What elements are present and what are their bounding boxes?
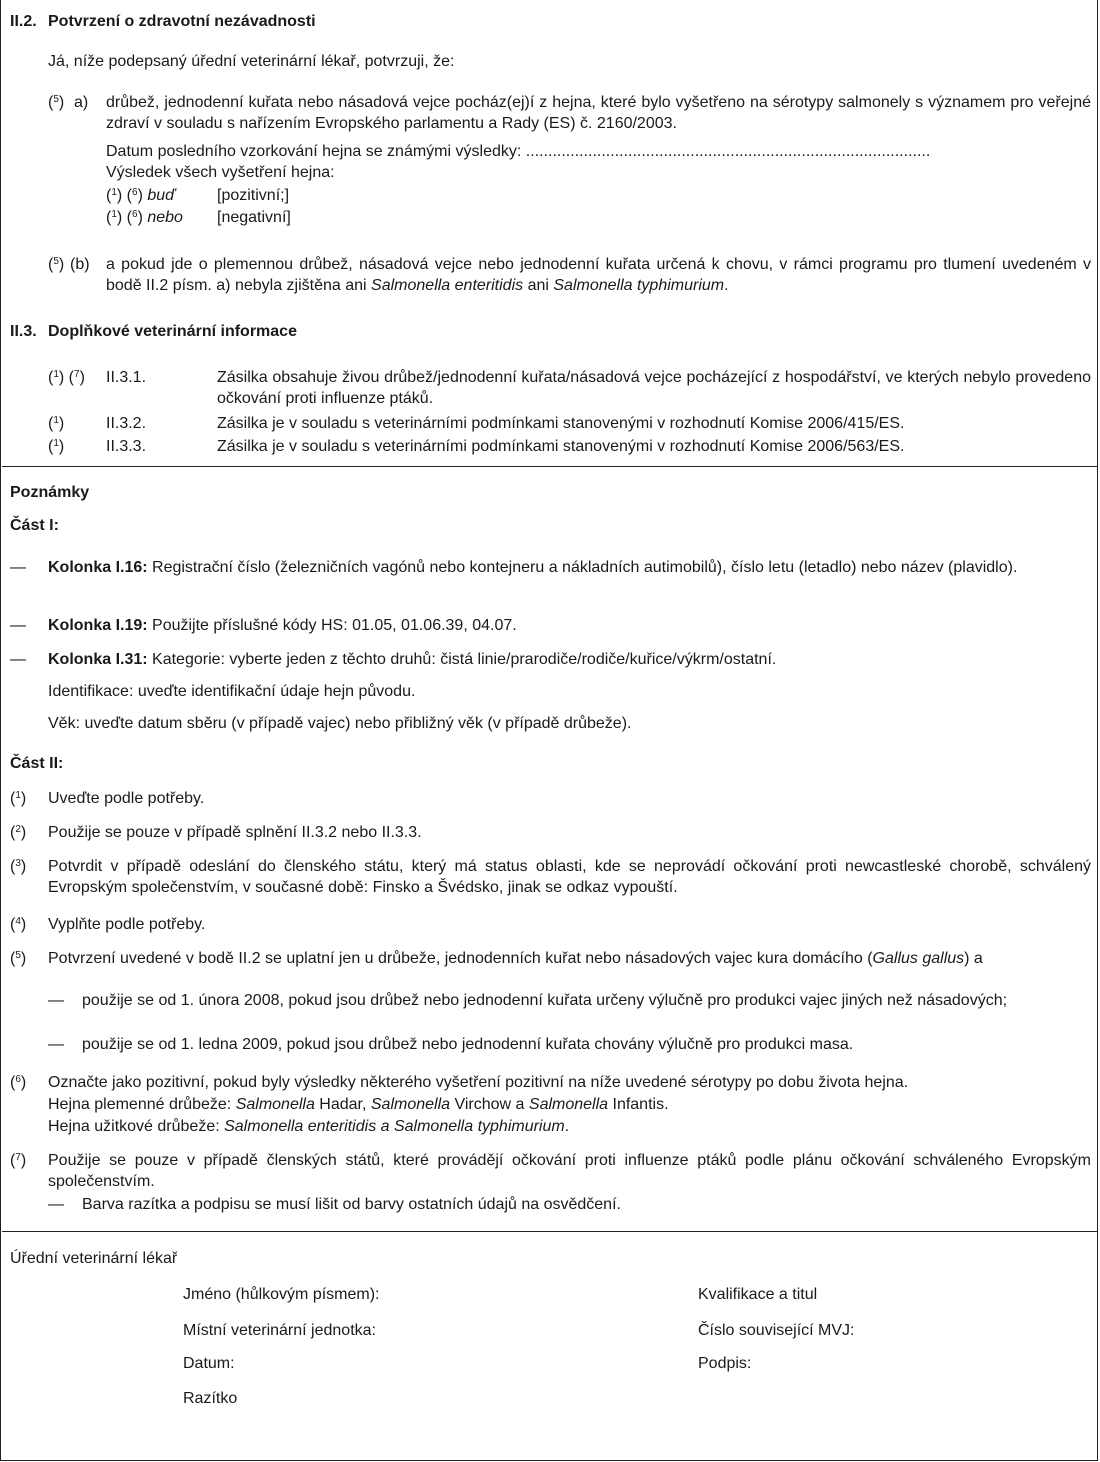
item-code: II.3.2.	[106, 415, 147, 432]
footnote-subitem: použije se od 1. ledna 2009, pokud jsou drůbež nebo jednodenní kuřata chovány výlučně pro produkci masa.	[82, 1036, 854, 1053]
part2-heading: Část II:	[10, 755, 64, 772]
dash: —	[48, 992, 64, 1009]
footnote-subitem: použije se od 1. února 2008, pokud jsou drůbež nebo jednodenní kuřata určeny výlučně pro produkci vajec jiných než násadových;	[82, 992, 1008, 1009]
footnote-ref: ($^1$)	[48, 438, 65, 455]
certificate-section	[2, 0, 1098, 466]
footnote-text: Označte jako pozitivní, pokud byly výsledky některého vyšetření pozitivní na níže uvedené sérotypy po dobu života hejna.	[48, 1074, 909, 1091]
sampling-date-line	[106, 141, 1096, 162]
dash: —	[10, 651, 26, 668]
footnote-ref: ($^1$)	[48, 415, 65, 432]
section-number-ii3: II.3.	[10, 323, 37, 340]
dash: —	[48, 1036, 64, 1053]
dash: —	[10, 617, 26, 634]
notes-heading: Poznámky	[10, 484, 90, 501]
notes-section	[2, 466, 1098, 1232]
item-text: Zásilka je v souladu s veterinárními podmínkami stanovenými v rozhodnutí Komise 2006/563/ES.	[217, 438, 905, 455]
name-label: Jméno (hůlkovým písmem):	[183, 1286, 380, 1303]
signature-label: Podpis:	[698, 1355, 752, 1372]
stamp-label: Razítko	[183, 1390, 238, 1407]
footnote-number: ($^7$)	[10, 1152, 27, 1169]
note-box-i16: Kolonka I.16: Registrační číslo (železničních vagónů nebo kontejneru a nákladních autimobilů), číslo letu (letadlo) nebo název (plavidlo).	[48, 559, 1018, 576]
option-positive: [pozitivní;]	[217, 187, 290, 204]
clause-a-text: drůbež, jednodenní kuřata nebo násadová vejce pocház(ej)í z hejna, které bylo vyšetřeno na sérotypy salmonely s významem pro veřejné zdraví v souladu s nařízením Evropského parlamentu a Rady (ES) č. 2160/2003.	[106, 94, 1091, 132]
part1-heading: Část I:	[10, 517, 59, 534]
note-identification: Identifikace: uveďte identifikační údaje hejn původu.	[48, 683, 416, 700]
local-unit-label: Místní veterinární jednotka:	[183, 1322, 376, 1339]
footnote-number: ($^2$)	[10, 824, 27, 841]
official-vet-heading: Úřední veterinární lékař	[10, 1250, 178, 1267]
footnote-number: ($^1$)	[10, 790, 27, 807]
section-number-ii2: II.2.	[10, 13, 37, 30]
qualification-label: Kvalifikace a titul	[698, 1286, 818, 1303]
clause-letter-a: a)	[74, 94, 89, 111]
note-box-i19: Kolonka I.19: Použijte příslušné kódy HS: 01.05, 01.06.39, 04.07.	[48, 617, 517, 634]
footnote-text: Použije se pouze v případě členských států, které provádějí očkování proti influenze ptáků podle plánu očkování schváleného Evropským společenstvím.	[48, 1152, 1091, 1190]
signature-section	[2, 1231, 1098, 1462]
section-title-ii2: Potvrzení o zdravotní nezávadnosti	[48, 13, 316, 30]
footnote-subitem: Barva razítka a podpisu se musí lišit od barvy ostatních údajů na osvědčení.	[82, 1196, 621, 1213]
footnote-text: Hejna užitkové drůbeže: Salmonella enteritidis a Salmonella typhimurium.	[48, 1118, 570, 1135]
clause-letter-b: (b)	[70, 256, 90, 273]
section-title-ii3: Doplňkové veterinární informace	[48, 323, 297, 340]
footnote-text: Uveďte podle potřeby.	[48, 790, 205, 807]
dash: —	[48, 1196, 64, 1213]
dash: —	[10, 559, 26, 576]
footnote-text: Potvrdit v případě odeslání do členského státu, který má status oblasti, kde se neprovádí očkování proti newcastleské chorobě, schválený Evropským společenstvím, v současné době: Finsko a Švédsko, jinak se odkaz vypouští.	[48, 858, 1091, 896]
clause-b-text: a pokud jde o plemennou drůbež, násadová vejce nebo jednodenní kuřata určená k chovu, v rámci programu pro tlumení uvedeném v bodě II.2 písm. a) nebyla zjištěna ani Salmonella enteritidis ani Salmonella typhimurium.	[106, 256, 1091, 294]
item-text: Zásilka je v souladu s veterinárními podmínkami stanovenými v rozhodnutí Komise 2006/415/ES.	[217, 415, 905, 432]
sampling-date-label: Datum posledního vzorkování hejna se známými výsledky:	[106, 143, 522, 160]
footnote-text: Použije se pouze v případě splnění II.3.2 nebo II.3.3.	[48, 824, 422, 841]
footnote-text: Vyplňte podle potřeby.	[48, 916, 206, 933]
date-label: Datum:	[183, 1355, 235, 1372]
option-refs: ($^1$) ($^6$) nebo	[106, 209, 183, 226]
results-label: Výsledek všech vyšetření hejna:	[106, 164, 335, 181]
item-text: Zásilka obsahuje živou drůbež/jednodenní kuřata/násadová vejce pocházející z hospodářství, ve kterých nebylo provedeno očkování proti influenze ptáků.	[217, 369, 1091, 407]
sampling-date-dots: ...........................................................................................	[525, 143, 931, 160]
footnote-number: ($^4$)	[10, 916, 27, 933]
footnote-text: Hejna plemenné drůbeže: Salmonella Hadar, Salmonella Virchow a Salmonella Infantis.	[48, 1096, 669, 1113]
mvj-number-label: Číslo související MVJ:	[698, 1322, 855, 1339]
option-refs: ($^1$) ($^6$) buď	[106, 187, 176, 204]
footnote-number: ($^5$)	[10, 950, 27, 967]
footnote-ref: ($^1$) ($^7$)	[48, 369, 85, 386]
footnote-number: ($^6$)	[10, 1074, 27, 1091]
note-box-i31: Kolonka I.31: Kategorie: vyberte jeden z těchto druhů: čistá linie/prarodiče/rodiče/kuřice/výkrm/ostatní.	[48, 651, 777, 668]
footnote-ref: ($^5$)	[48, 256, 65, 273]
footnote-number: ($^3$)	[10, 858, 27, 875]
item-code: II.3.1.	[106, 369, 147, 386]
footnote-text: Potvrzení uvedené v bodě II.2 se uplatní jen u drůbeže, jednodenních kuřat nebo násadových vajec kura domácího (Gallus gallus) a	[48, 950, 983, 967]
option-negative: [negativní]	[217, 209, 291, 226]
item-code: II.3.3.	[106, 438, 147, 455]
attestation-intro: Já, níže podepsaný úřední veterinární lékař, potvrzuji, že:	[48, 53, 455, 70]
note-age: Věk: uveďte datum sběru (v případě vajec) nebo přibližný věk (v případě drůbeže).	[48, 715, 632, 732]
footnote-ref: ($^5$)	[48, 94, 65, 111]
